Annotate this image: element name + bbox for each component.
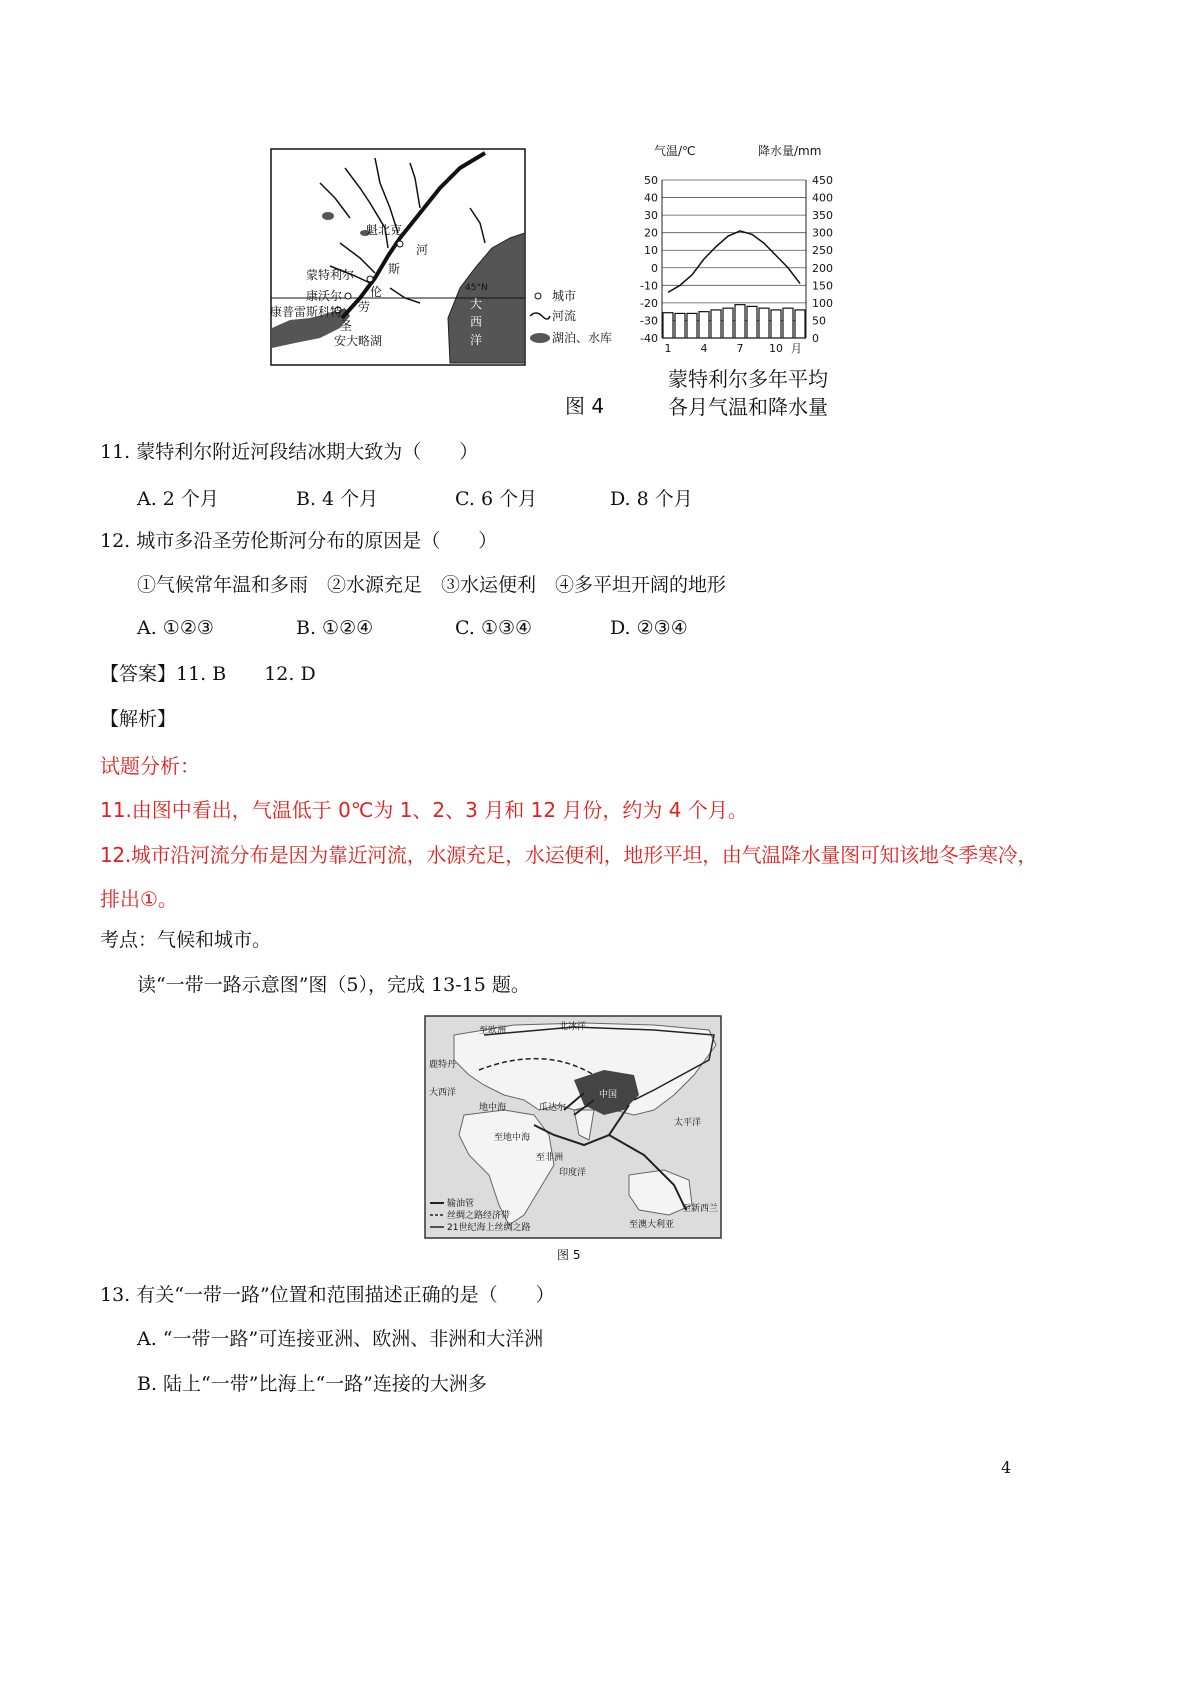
chart-left-tick: 40 — [644, 191, 658, 205]
analysis-12b: 排出①。 — [100, 887, 178, 911]
climate-chart — [626, 140, 840, 358]
map-label-lao: 劳 — [358, 300, 371, 314]
legend-lake: 湖泊、水库 — [552, 331, 613, 345]
q11-option-c: C. 6 个月 — [455, 488, 538, 510]
chart-y-right-label: 降水量/mm — [758, 144, 822, 158]
precip-bar — [783, 308, 793, 338]
chart-left-tick: -20 — [640, 296, 658, 310]
kaodian: 考点：气候和城市。 — [100, 929, 272, 951]
figure4-legend — [528, 286, 624, 348]
chart-right-tick: 50 — [812, 314, 826, 328]
analysis-heading: 【解析】 — [100, 708, 177, 730]
precip-bar — [687, 313, 697, 338]
precip-bar — [663, 313, 673, 338]
chart-caption-line1: 蒙特利尔多年平均 — [668, 367, 828, 391]
fig5-legend-belt: 丝绸之路经济带 — [447, 1211, 511, 1221]
map-label-ocean2: 西 — [470, 315, 483, 329]
chart-right-tick: 350 — [812, 209, 833, 223]
q12-option-d: D. ②③④ — [610, 617, 688, 639]
chart-x-tick: 4 — [700, 342, 708, 355]
chart-x-tick: 10 — [769, 342, 783, 355]
intro-13: 读“一带一路示意图”图（5），完成 13-15 题。 — [137, 974, 530, 996]
fig5-atlantic: 大西洋 — [429, 1088, 457, 1098]
map-label-lat: 45°N — [465, 283, 488, 293]
chart-left-tick: 10 — [644, 244, 658, 258]
map-label-lake: 安大略湖 — [334, 334, 383, 348]
figure4-map — [270, 148, 526, 366]
q12-items: ①气候常年温和多雨 ②水源充足 ③水运便利 ④多平坦开阔的地形 — [137, 574, 727, 596]
chart-right-tick: 250 — [812, 244, 833, 258]
fig5-aus: 至澳大利亚 — [629, 1220, 675, 1230]
figure4-caption: 图 4 — [565, 394, 605, 418]
fig5-rotterdam: 鹿特丹 — [429, 1060, 457, 1070]
map-label-he: 河 — [416, 243, 429, 257]
analysis-11: 11.由图中看出，气温低于 0℃为 1、2、3 月和 12 月份，约为 4 个月。 — [100, 798, 748, 822]
chart-x-tick: 7 — [736, 342, 744, 355]
legend-river: 河流 — [552, 309, 577, 323]
chart-left-tick: 30 — [644, 209, 658, 223]
precip-bar — [771, 310, 781, 338]
chart-left-tick: 50 — [644, 174, 658, 187]
map-label-quebec: 魁北克 — [366, 223, 403, 237]
precip-bar — [759, 308, 769, 338]
chart-right-tick: 150 — [812, 279, 833, 293]
map-label-si: 斯 — [388, 262, 401, 276]
chart-caption-line2: 各月气温和降水量 — [668, 395, 828, 419]
q11-stem: 11. 蒙特利尔附近河段结冰期大致为（ ） — [100, 441, 479, 463]
chart-left-tick: -40 — [640, 332, 658, 345]
fig5-indian: 印度洋 — [559, 1168, 587, 1178]
fig5-china: 中国 — [599, 1090, 618, 1100]
q13-option-a: A. “一带一路”可连接亚洲、欧洲、非洲和大洋洲 — [137, 1328, 544, 1350]
chart-left-tick: -10 — [640, 279, 658, 293]
chart-x-tick: 1 — [664, 342, 672, 355]
temperature-line — [668, 231, 800, 292]
map-label-saint: 圣 — [340, 319, 353, 333]
q13-option-b: B. 陆上“一带”比海上“一路”连接的大洲多 — [137, 1373, 487, 1395]
fig5-to-med: 至地中海 — [494, 1133, 531, 1143]
precip-bar — [699, 312, 709, 338]
fig5-pacific: 太平洋 — [674, 1118, 702, 1128]
precip-bar — [735, 305, 745, 338]
chart-left-tick: 0 — [651, 261, 658, 275]
lake-blob-icon — [530, 333, 550, 343]
fig5-mediterranean: 地中海 — [479, 1103, 507, 1113]
analysis-12a: 12.城市沿河流分布是因为靠近河流，水源充足，水运便利，地形平坦，由气温降水量图可知该地冬季寒冷， — [100, 843, 1038, 867]
precip-bar — [795, 310, 805, 338]
q12-option-b: B. ①②④ — [296, 617, 374, 639]
q12-stem: 12. 城市多沿圣劳伦斯河分布的原因是（ ） — [100, 530, 498, 552]
precip-bar — [711, 310, 721, 338]
map-label-ocean3: 洋 — [470, 333, 483, 347]
chart-left-tick: 20 — [644, 226, 658, 240]
precip-bar — [747, 306, 757, 338]
q12-option-a: A. ①②③ — [137, 617, 214, 639]
chart-right-tick: 300 — [812, 226, 833, 240]
q11-option-a: A. 2 个月 — [137, 488, 219, 510]
fig5-to-europe: 至欧洲 — [479, 1026, 507, 1036]
chart-y-left-label: 气温/℃ — [654, 144, 696, 158]
chart-left-tick: -30 — [640, 314, 658, 328]
chart-right-tick: 200 — [812, 261, 833, 275]
fig5-arctic: 北冰洋 — [559, 1022, 587, 1032]
legend-city: 城市 — [552, 289, 577, 303]
fig5-nz: 至新西兰 — [682, 1204, 719, 1214]
answer-line: 【答案】11. B 12. D — [100, 663, 316, 685]
q11-option-d: D. 8 个月 — [610, 488, 693, 510]
fig5-to-africa: 至非洲 — [536, 1153, 564, 1163]
analysis-title: 试题分析： — [100, 754, 200, 778]
circle-icon — [535, 293, 541, 299]
river-line-icon — [530, 313, 550, 319]
chart-right-tick: 0 — [812, 332, 819, 345]
precip-bar — [723, 308, 733, 338]
figure5-caption: 图 5 — [557, 1248, 581, 1262]
fig5-gwadar: 瓜达尔 — [539, 1103, 567, 1113]
q12-option-c: C. ①③④ — [455, 617, 533, 639]
q13-stem: 13. 有关“一带一路”位置和范围描述正确的是（ ） — [100, 1284, 555, 1306]
fig5-legend-pipeline: 输油管 — [447, 1199, 475, 1209]
map-label-cornwall: 康沃尔 — [306, 289, 343, 303]
map-label-kingston: 康普雷斯科特 — [270, 305, 343, 319]
chart-x-unit: 月 — [790, 342, 802, 355]
figure5-map — [424, 1015, 722, 1239]
chart-right-tick: 100 — [812, 296, 833, 310]
chart-right-tick: 450 — [812, 174, 833, 187]
page-number: 4 — [1001, 1458, 1012, 1477]
q11-option-b: B. 4 个月 — [296, 488, 379, 510]
map-label-lun: 伦 — [370, 285, 383, 299]
fig5-legend-road: 21世纪海上丝绸之路 — [447, 1223, 531, 1233]
map-label-ocean1: 大 — [470, 297, 483, 311]
map-label-montreal: 蒙特利尔 — [306, 268, 355, 282]
chart-right-tick: 400 — [812, 191, 833, 205]
precip-bar — [675, 313, 685, 338]
